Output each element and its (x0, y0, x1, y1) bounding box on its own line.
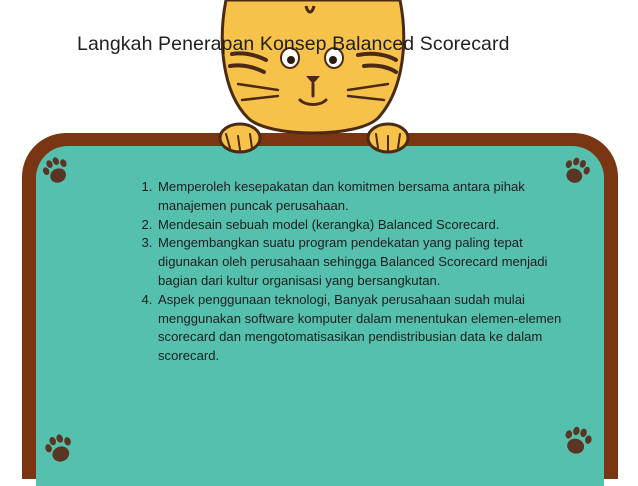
slide-title: Langkah Penerapan Konsep Balanced Scorecard (77, 33, 510, 55)
cat-mascot-illustration (208, 0, 418, 160)
step-item: 4. Aspek penggunaan teknologi, Banyak perusahaan sudah mulai menggunakan software komputer dalam menentukan elemen-elemen scorecard dan mengotomatisasikan pendistribusian data ke dalam scorecard. (156, 291, 586, 366)
steps-list (110, 178, 586, 366)
paw-print-icon (42, 432, 76, 466)
paw-print-icon (560, 424, 594, 458)
paw-print-icon (40, 155, 72, 187)
step-item: 3. Mengembangkan suatu program pendekatan yang paling tepat digunakan oleh perusahaan sehingga Balanced Scorecard menjadi bagian dari kultur organisasi yang bersangkutan. (156, 234, 586, 290)
step-item: 2. Mendesain sebuah model (kerangka) Balanced Scorecard. (156, 216, 586, 235)
step-item: 1. Memperoleh kesepakatan dan komitmen bersama antara pihak manajemen puncak perusahaan. (156, 178, 586, 216)
